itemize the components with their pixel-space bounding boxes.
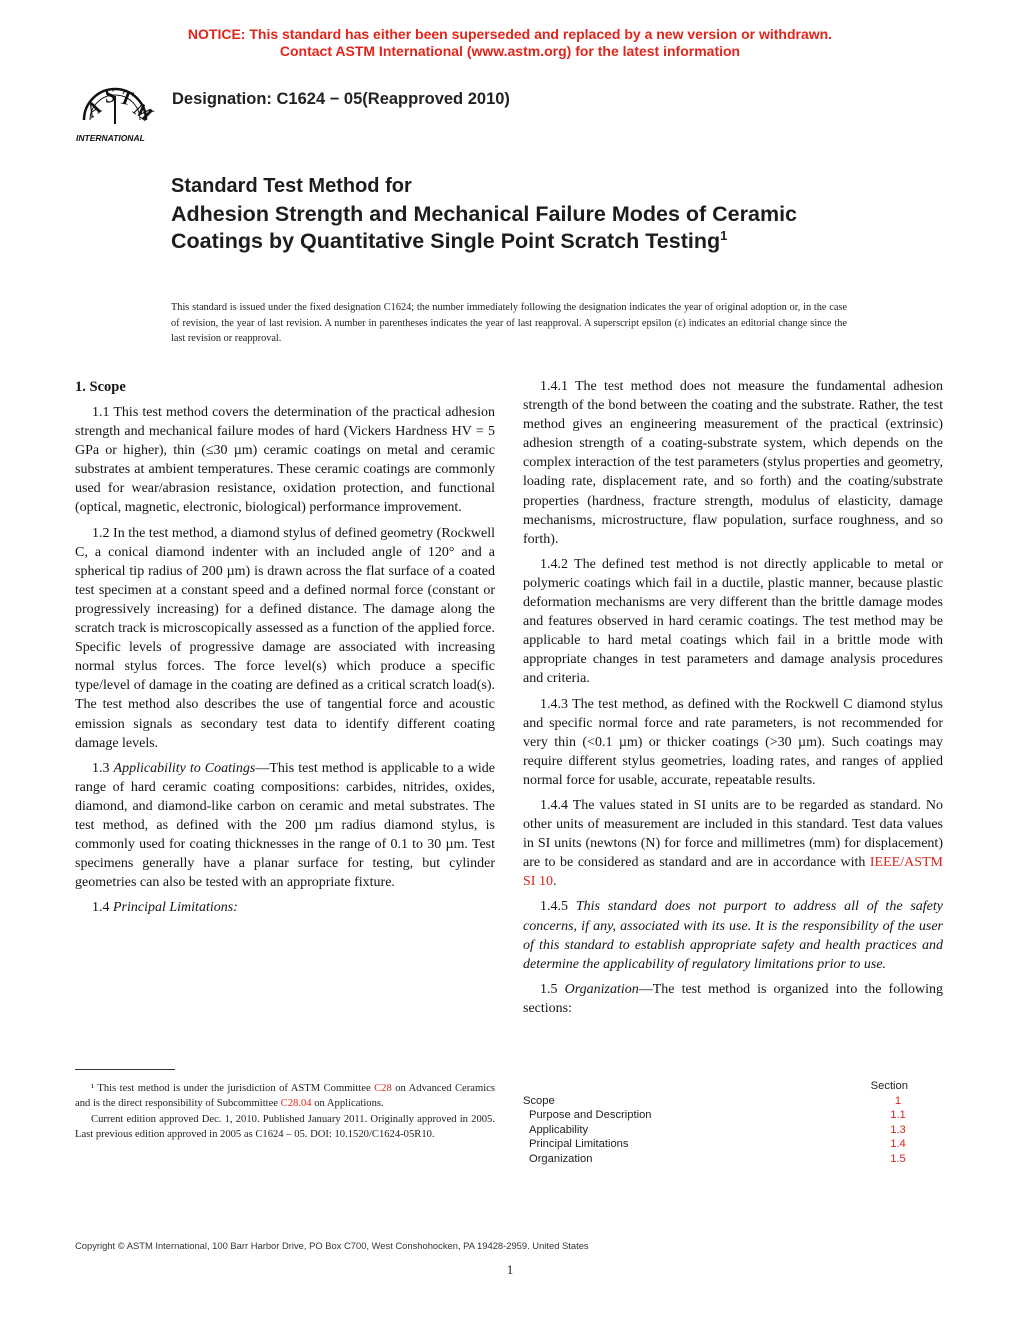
- org-row-section-link[interactable]: 1.3: [890, 1123, 906, 1136]
- notice-line-1: NOTICE: This standard has either been superseded and replaced by a new version or withdrawn.: [187, 26, 833, 42]
- astm-logo-icon: [72, 76, 158, 146]
- svg-text:T: T: [117, 86, 135, 111]
- organization-table: [523, 1079, 908, 1167]
- footnote-paragraph-2: Current edition approved Dec. 1, 2010. Published January 2011. Originally approved in 2005. Last previous edition approved in 2005 as C1624 – 05. DOI: 10.1520/C1624-05R10.: [75, 1113, 495, 1140]
- paragraph-1-4-4: [523, 796, 943, 891]
- paragraph-1-3: [75, 759, 495, 893]
- notice-banner: [0, 26, 1020, 60]
- document-title: [171, 201, 871, 255]
- paragraph-1-4-3: 1.4.3 The test method, as defined with the Rockwell C diamond stylus and specific normal force and rate parameters, is not recommended for very thin (<0.1 µm) or thicker coatings (>30 µm). Such coatings may require different stylus geometries, loading rates, and ranges of applied normal force for usable, accurate, repeatable results.: [523, 696, 943, 788]
- p1-5-title: Organization: [564, 981, 639, 997]
- org-table-header: Section: [870, 1080, 908, 1092]
- paragraph-1-4: [75, 898, 495, 917]
- p1-4-5-number: 1.4.5: [540, 899, 576, 915]
- p1-3-number: 1.3: [92, 760, 114, 776]
- notice-line-2: Contact ASTM International (www.astm.org) for the latest information: [279, 43, 741, 59]
- footnote-paragraph-1: [75, 1081, 495, 1112]
- p1-5-number: 1.5: [540, 981, 565, 997]
- p1-4-title: Principal Limitations:: [113, 900, 238, 916]
- footnote-text-a: ¹ This test method is under the jurisdiction of ASTM Committee: [91, 1083, 375, 1094]
- org-row-section-link[interactable]: 1.1: [890, 1109, 906, 1122]
- title-block: [171, 174, 871, 255]
- org-row-label: Organization: [529, 1152, 593, 1165]
- paragraph-1-1: 1.1 This test method covers the determination of the practical adhesion strength and mechanical failure modes of hard (Vickers Hardness HV = 5 GPa or higher), thin (≤30 µm) ceramic coatings on metal and ceramic substrates at ambient temperatures. These ceramic coatings are commonly used for wear/abrasion resistance, oxidation protection, and functional (optical, magnetic, electronic, biological) performance improvement.: [75, 405, 495, 516]
- paragraph-1-4-5: [523, 897, 943, 973]
- p1-4-5-text: This standard does not purport to address all of the safety concerns, if any, associated with its use. It is the responsibility of the user of this standard to establish appropriate safety and health practices and determine the applicability of regulatory limitations prior to use.: [523, 899, 943, 972]
- svg-text:A: A: [82, 96, 106, 123]
- paragraph-1-2: 1.2 In the test method, a diamond stylus of defined geometry (Rockwell C, a conical diamond indenter with an included angle of 120° and a spherical tip radius of 200 µm) is drawn across the flat surface of a coated test specimen at a constant speed and a defined normal force (constant or progressively increasing) for a defined distance. The damage along the scratch track is microscopically assessed as a function of the applied force. Specific levels of progressive damage are associated with increasing normal stylus forces. The force level(s) which produce a specific type/level of damage in the coating are defined as a critical scratch load(s). The test method also describes the use of tangential force and acoustic emission signals as secondary test data to identify different coating damage levels.: [75, 525, 495, 751]
- subcommittee-c28-04-link[interactable]: C28.04: [280, 1098, 312, 1110]
- org-row-section-link[interactable]: 1.4: [890, 1138, 906, 1151]
- footnote-text-b: on Advanced Ceramics and is the direct responsibility of Subcommittee: [75, 1083, 495, 1110]
- table-row: [523, 1108, 908, 1123]
- org-row-label: Applicability: [529, 1123, 589, 1136]
- p1-5-text: —The test method is organized into the following sections:: [523, 981, 944, 1016]
- page-number: 1: [506, 1262, 514, 1277]
- footnote-text-c: on Applications.: [311, 1098, 384, 1110]
- paragraph-1-4-2: 1.4.2 The defined test method is not directly applicable to metal or polymeric coatings which fail in a ductile, plastic manner, because plastic deformation mechanisms are very different than the brittle damage modes and features observed in hard ceramic coatings. The test method may be applicable to hard metal coatings which fail in a brittle mode with appropriate changes in test parameters and damage analysis procedures and criteria.: [523, 556, 943, 687]
- copyright-line: Copyright © ASTM International, 100 Barr Harbor Drive, PO Box C700, West Conshohocken, PA 19428-2959. United States: [75, 1240, 589, 1251]
- org-row-section-link[interactable]: 1: [894, 1094, 902, 1107]
- paragraph-1-4-1: 1.4.1 The test method does not measure the fundamental adhesion strength of the bond between the coating and the substrate. Rather, the test method gives an engineering measurement of the practical (extrinsic) adhesion strength of a coating-substrate system, which depends on the complex interaction of the test parameters (stylus properties and geometry, loading rate, displacement rate, and so forth) and the coating/substrate properties (hardness, fracture strength, modulus of elasticity, damage mechanisms, microstructure, flaw population, surface roughness, and so forth).: [523, 379, 943, 547]
- logo-subtitle: INTERNATIONAL: [76, 133, 145, 143]
- right-column: [523, 377, 943, 1024]
- p1-3-text: —This test method is applicable to a wide range of hard ceramic coating compositions: carbides, nitrides, oxides, diamond, and diamond-like carbon on ceramic and metal substrates. The test method, as defined with the 200 µm radius diamond stylus, is commonly used for coating thicknesses in the range of 0.1 to 30 µm. Test specimens generally have a planar surface for testing, but cylinder geometries can also be tested with an appropriate fixture.: [75, 760, 496, 891]
- scope-heading: 1. Scope: [75, 379, 126, 395]
- p1-4-number: 1.4: [92, 900, 113, 916]
- p1-4-4-text: 1.4.4 The values stated in SI units are to be regarded as standard. No other units of measurement are included in this standard. Test data values in SI units (newtons (N) for force and millimetres (mm) for displacement) are to be considered as standard and are in accordance with: [523, 797, 943, 871]
- org-row-label: Principal Limitations: [529, 1138, 629, 1151]
- table-row: [523, 1094, 908, 1109]
- astm-logo: [72, 76, 158, 146]
- document-title-text: Adhesion Strength and Mechanical Failure Modes of Ceramic Coatings by Quantitative Single Point Scratch Testing: [171, 202, 798, 253]
- paragraph-1-5: [523, 980, 943, 1018]
- title-line-1: Standard Test Method for: [171, 175, 412, 197]
- title-footnote-mark: 1: [720, 227, 728, 243]
- issue-note: This standard is issued under the fixed designation C1624; the number immediately following the designation indicates the year of original adoption or, in the case of revision, the year of last revision. A number in parentheses indicates the year of last reapproval. A superscript epsilon (ε) indicates an editorial change since the last revision or reapproval.: [171, 302, 847, 344]
- designation: Designation: C1624 − 05(Reapproved 2010): [172, 90, 510, 108]
- left-column: [75, 377, 495, 923]
- p1-3-title: Applicability to Coatings: [113, 760, 256, 776]
- footnote: [75, 1081, 495, 1142]
- p1-4-4-end: .: [552, 874, 557, 890]
- table-row: [523, 1137, 908, 1152]
- table-row: [523, 1123, 908, 1138]
- committee-c28-link[interactable]: C28: [374, 1083, 392, 1094]
- table-row: [523, 1152, 908, 1167]
- svg-text:M: M: [129, 98, 157, 127]
- footnote-divider: [75, 1069, 175, 1070]
- ieee-astm-si10-link[interactable]: IEEE/ASTM SI 10: [523, 855, 943, 890]
- org-row-label: Purpose and Description: [529, 1109, 652, 1122]
- org-row-label: Scope: [523, 1094, 555, 1107]
- svg-text:S: S: [102, 84, 118, 108]
- org-row-section-link[interactable]: 1.5: [890, 1152, 906, 1165]
